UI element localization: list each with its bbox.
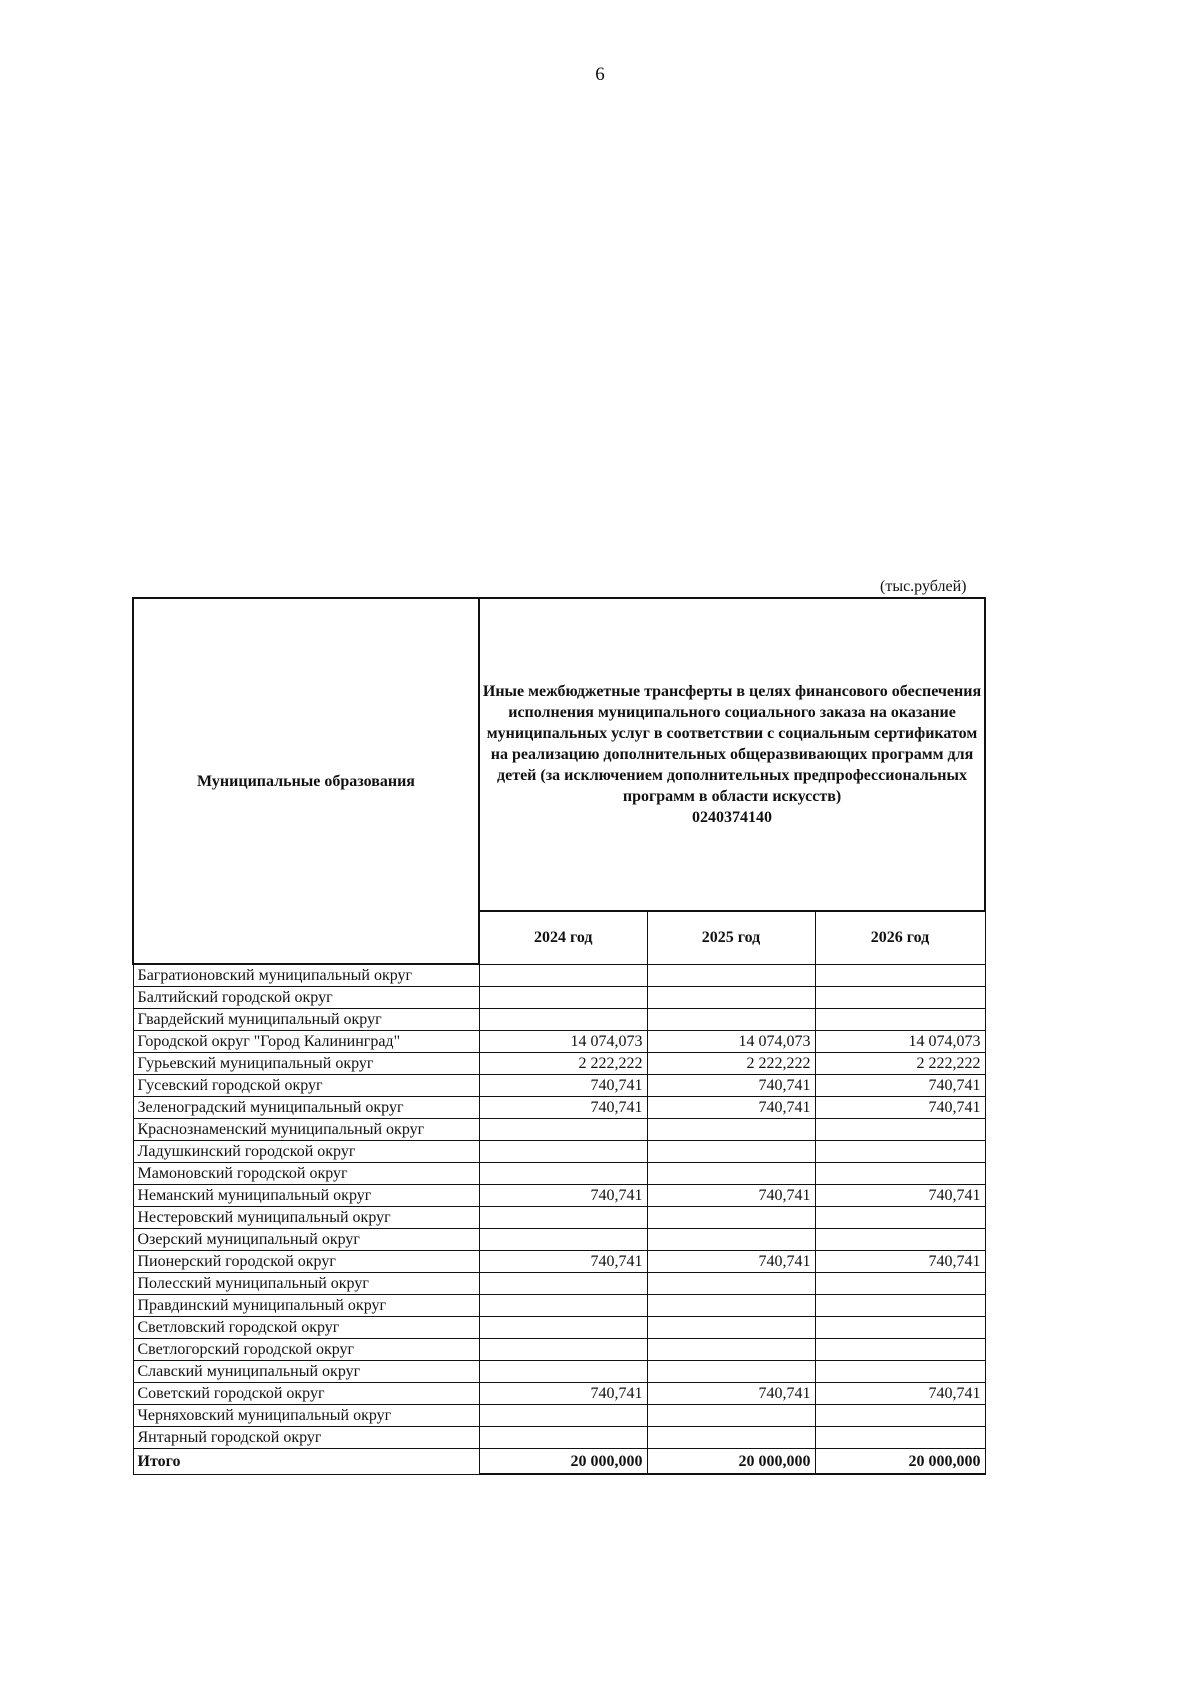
value-2024: 740,741 xyxy=(479,1185,647,1207)
value-2024 xyxy=(479,964,647,987)
value-2025 xyxy=(647,1141,815,1163)
value-2025: 740,741 xyxy=(647,1075,815,1097)
municipality-name: Нестеровский муниципальный округ xyxy=(133,1207,479,1229)
value-2026 xyxy=(815,1273,985,1295)
value-2025 xyxy=(647,1427,815,1449)
municipality-name: Краснознаменский муниципальный округ xyxy=(133,1119,479,1141)
table-row xyxy=(133,1119,985,1141)
total-2024: 20 000,000 xyxy=(479,1449,647,1475)
table-row xyxy=(133,1339,985,1361)
municipality-name: Ладушкинский городской округ xyxy=(133,1141,479,1163)
table-row xyxy=(133,1185,985,1207)
municipality-name: Пионерский городской округ xyxy=(133,1251,479,1273)
table-row xyxy=(133,1405,985,1427)
value-2026: 740,741 xyxy=(815,1383,985,1405)
value-2026 xyxy=(815,1339,985,1361)
value-2024: 740,741 xyxy=(479,1075,647,1097)
value-2024 xyxy=(479,1163,647,1185)
value-2026 xyxy=(815,1361,985,1383)
value-2026: 2 222,222 xyxy=(815,1053,985,1075)
year-header-2024: 2024 год xyxy=(479,911,647,964)
value-2025 xyxy=(647,1229,815,1251)
value-2026 xyxy=(815,1317,985,1339)
municipality-name: Неманский муниципальный округ xyxy=(133,1185,479,1207)
value-2024 xyxy=(479,1119,647,1141)
year-header-2026: 2026 год xyxy=(815,911,985,964)
value-2024: 740,741 xyxy=(479,1097,647,1119)
value-2026 xyxy=(815,1229,985,1251)
municipality-name: Гурьевский муниципальный округ xyxy=(133,1053,479,1075)
table-row xyxy=(133,987,985,1009)
municipality-name: Балтийский городской округ xyxy=(133,987,479,1009)
value-2024 xyxy=(479,1141,647,1163)
table-row xyxy=(133,1317,985,1339)
value-2024 xyxy=(479,1339,647,1361)
total-row xyxy=(133,1449,985,1475)
municipality-name: Зеленоградский муниципальный округ xyxy=(133,1097,479,1119)
value-2026: 14 074,073 xyxy=(815,1031,985,1053)
value-2024: 740,741 xyxy=(479,1251,647,1273)
total-2026: 20 000,000 xyxy=(815,1449,985,1475)
value-2025 xyxy=(647,1317,815,1339)
table-row xyxy=(133,1361,985,1383)
table-row xyxy=(133,1075,985,1097)
value-2025: 2 222,222 xyxy=(647,1053,815,1075)
municipality-name: Светловский городской округ xyxy=(133,1317,479,1339)
municipality-name: Багратионовский муниципальный округ xyxy=(133,964,479,987)
value-2025 xyxy=(647,1295,815,1317)
value-2024 xyxy=(479,1207,647,1229)
value-2026 xyxy=(815,1119,985,1141)
budget-code: 0240374140 xyxy=(692,808,772,826)
value-2024 xyxy=(479,1317,647,1339)
value-2026 xyxy=(815,1427,985,1449)
value-2025 xyxy=(647,1339,815,1361)
municipality-name: Полесский муниципальный округ xyxy=(133,1273,479,1295)
value-2025 xyxy=(647,1405,815,1427)
table-header-row xyxy=(133,598,985,911)
municipality-name: Черняховский муниципальный округ xyxy=(133,1405,479,1427)
value-2025: 740,741 xyxy=(647,1185,815,1207)
value-2025: 740,741 xyxy=(647,1097,815,1119)
value-2025 xyxy=(647,964,815,987)
table-row xyxy=(133,1427,985,1449)
value-2025 xyxy=(647,1273,815,1295)
value-2026: 740,741 xyxy=(815,1097,985,1119)
value-2026 xyxy=(815,1295,985,1317)
value-2025: 14 074,073 xyxy=(647,1031,815,1053)
total-label: Итого xyxy=(133,1449,479,1475)
table-row xyxy=(133,1097,985,1119)
municipality-name: Мамоновский городской округ xyxy=(133,1163,479,1185)
value-2026: 740,741 xyxy=(815,1251,985,1273)
value-2026 xyxy=(815,1207,985,1229)
page-number: 6 xyxy=(595,64,605,85)
transfer-description-text: Иные межбюджетные трансферты в целях финансового обеспечения исполнения муниципального социального заказа на оказание муниципальных услуг в соответствии с социальным сертификатом на реализацию дополнительных общеразвивающих программ для детей (за исключением дополнительных предпрофессиональных программ в области искусств) xyxy=(482,682,982,805)
municipality-name: Советский городской округ xyxy=(133,1383,479,1405)
municipality-name: Правдинский муниципальный округ xyxy=(133,1295,479,1317)
units-label: (тыс.рублей) xyxy=(880,578,967,595)
value-2024 xyxy=(479,1361,647,1383)
value-2026 xyxy=(815,1009,985,1031)
table-row xyxy=(133,1295,985,1317)
value-2024: 2 222,222 xyxy=(479,1053,647,1075)
table-row xyxy=(133,1383,985,1405)
value-2025 xyxy=(647,1009,815,1031)
table-row xyxy=(133,1053,985,1075)
table-row xyxy=(133,1207,985,1229)
value-2025: 740,741 xyxy=(647,1383,815,1405)
value-2024 xyxy=(479,1229,647,1251)
municipality-name: Гусевский городской округ xyxy=(133,1075,479,1097)
table-row xyxy=(133,1141,985,1163)
municipality-column-header: Муниципальные образования xyxy=(133,598,479,964)
value-2025 xyxy=(647,987,815,1009)
value-2024 xyxy=(479,1427,647,1449)
value-2026 xyxy=(815,987,985,1009)
municipality-name: Гвардейский муниципальный округ xyxy=(133,1009,479,1031)
value-2026 xyxy=(815,964,985,987)
value-2026: 740,741 xyxy=(815,1075,985,1097)
value-2026: 740,741 xyxy=(815,1185,985,1207)
value-2026 xyxy=(815,1141,985,1163)
table-row xyxy=(133,1251,985,1273)
municipality-name: Славский муниципальный округ xyxy=(133,1361,479,1383)
value-2024 xyxy=(479,1405,647,1427)
value-2025 xyxy=(647,1361,815,1383)
total-2025: 20 000,000 xyxy=(647,1449,815,1475)
table-row xyxy=(133,1163,985,1185)
value-2025 xyxy=(647,1163,815,1185)
value-2024 xyxy=(479,1295,647,1317)
table-row xyxy=(133,964,985,987)
table-row xyxy=(133,1031,985,1053)
value-2026 xyxy=(815,1163,985,1185)
value-2026 xyxy=(815,1405,985,1427)
year-header-2025: 2025 год xyxy=(647,911,815,964)
transfer-description-header xyxy=(479,598,985,911)
table-row xyxy=(133,1229,985,1251)
table-row xyxy=(133,1273,985,1295)
value-2024: 740,741 xyxy=(479,1383,647,1405)
municipality-name: Светлогорский городской округ xyxy=(133,1339,479,1361)
value-2024: 14 074,073 xyxy=(479,1031,647,1053)
value-2025 xyxy=(647,1119,815,1141)
municipality-name: Янтарный городской округ xyxy=(133,1427,479,1449)
value-2024 xyxy=(479,1009,647,1031)
municipality-name: Городской округ "Город Калининград" xyxy=(133,1031,479,1053)
value-2024 xyxy=(479,1273,647,1295)
value-2024 xyxy=(479,987,647,1009)
budget-table xyxy=(132,597,986,1475)
table-row xyxy=(133,1009,985,1031)
value-2025: 740,741 xyxy=(647,1251,815,1273)
value-2025 xyxy=(647,1207,815,1229)
municipality-name: Озерский муниципальный округ xyxy=(133,1229,479,1251)
